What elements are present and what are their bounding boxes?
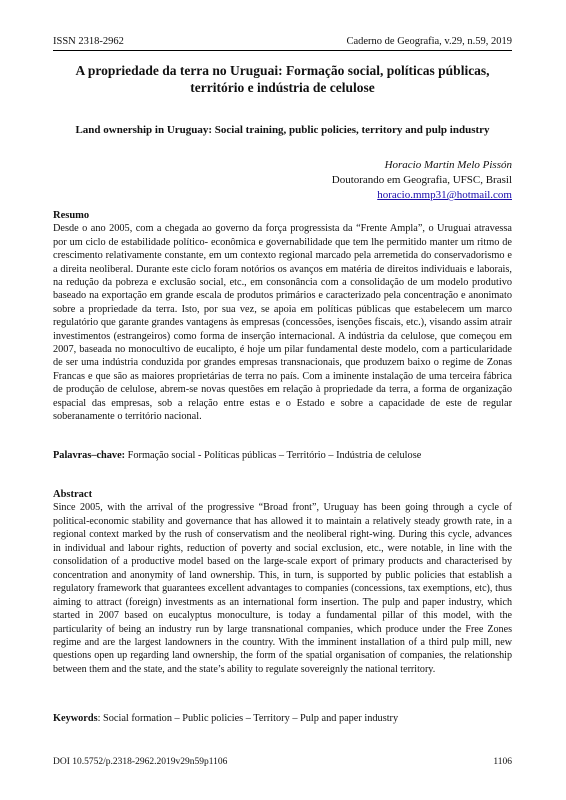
- title-line-2: território e indústria de celulose: [190, 80, 375, 95]
- keywords-text: : Social formation – Public policies – Territory – Pulp and paper industry: [97, 713, 399, 724]
- doi-footer: DOI 10.5752/p.2318-2962.2019v29n59p1106: [53, 757, 228, 767]
- abstract-heading: Abstract: [53, 489, 93, 500]
- palavras-chave: [53, 449, 512, 462]
- issn-label: ISSN 2318-2962: [53, 36, 124, 47]
- article-title: [53, 62, 512, 96]
- resumo-section: [53, 209, 512, 424]
- header-divider: [53, 50, 512, 51]
- journal-citation: Caderno de Geografia, v.29, n.59, 2019: [346, 36, 512, 47]
- author-affiliation: Doutorando em Geografia, UFSC, Brasil: [331, 174, 512, 186]
- resumo-text: Desde o ano 2005, com a chegada ao governo da força progressista da “Frente Ampla”, o Uruguai atravessa por um ciclo de estabilidade político- econômica e governabilidade que tem lhe permitido manter um ritmo de crescimento relativamente constante, em um contexto regional marcado pela arremetida do conservadorismo e a direita neoliberal. Durante este ciclo foram notórios os avanços em matéria de direitos individuais e laborais, na redução da pobreza e exclusão social, etc., em consonância com a consolidação de um modelo produtivo baseado na exportação em grande escala de produtos primários e caracterizado pela concentração e anonimato sobre a propriedade da terra. Isto, por sua vez, se apoia em políticas públicas que estabelecem um marco regulatório que garante grandes vantagens às empresas (concessões, isenções fiscais, etc.), visando assim atrair investimentos (estrangeiros) como forma de inserção internacional. A indústria da celulose, que começou em 2007, baseada no monocultivo de eucalipto, é hoje um pilar fundamental deste modelo, com a particularidade de ser uma indústria conduzida por grandes empresas transnacionais, que produzem baixo o regime de Zonas Francas e que são as maiores proprietárias de terra no país. Com a iminente instalação de uma terceira fábrica de produção de celulose, abrem-se novas questões em relação à propriedade da terra, a forma de organização espacial das empresas, sob a relação entre estas e o Estado e sobre a capacidade de este de regular soberanamente o território nacional.: [53, 223, 512, 423]
- author-email-link[interactable]: horacio.mmp31@hotmail.com: [377, 189, 512, 201]
- author-block: [332, 158, 512, 203]
- abstract-text: Since 2005, with the arrival of the progressive “Broad front”, Uruguay has been going through a cycle of political-economic stability and governance that has allowed it to maintain a relatively steady growth rate, in a regional context marked by the rush of conservatism and the neoliberal right-wing. During this cycle, advances in individual and labour rights, reduction of poverty and social exclusion, etc., were notable, in line with the consolidation of a productive model based on the large-scale export of primary products and characterised by concentration and anonymity of land ownership. This, in turn, is supported by public policies that establish a regulatory framework that guarantees excellent advantages to companies (concessions, tax exemptions, etc), thus aiming to attract (foreign) investments as an international form insertion. The pulp and paper industry, which started in 2007 based on eucalyptus monoculture, is today a fundamental pillar of this model, with the particularity of being an industry run by large transnational companies, which produce under the Free Zones regime and are the largest landowners in the country. With the imminent installation of a third pulp mill, new questions open up regarding land ownership, the form of the spatial organisation of companies, the relationship between them and the state, and the state’s ability to regulate sovereignly the national territory.: [53, 502, 512, 675]
- abstract-section: [53, 488, 512, 676]
- keywords: [53, 712, 512, 725]
- english-title: Land ownership in Uruguay: Social training, public policies, territory and pulp industry: [75, 124, 490, 136]
- keywords-label: Keywords: [53, 713, 98, 724]
- title-line-1: A propriedade da terra no Uruguai: Formação social, políticas públicas,: [75, 63, 490, 78]
- page-number: 1106: [493, 757, 512, 767]
- author-name: Horacio Martin Melo Pissón: [384, 159, 512, 171]
- palavras-label: Palavras–chave:: [53, 450, 126, 461]
- palavras-text: Formação social - Políticas públicas – Território – Indústria de celulose: [125, 450, 422, 461]
- resumo-heading: Resumo: [53, 210, 90, 221]
